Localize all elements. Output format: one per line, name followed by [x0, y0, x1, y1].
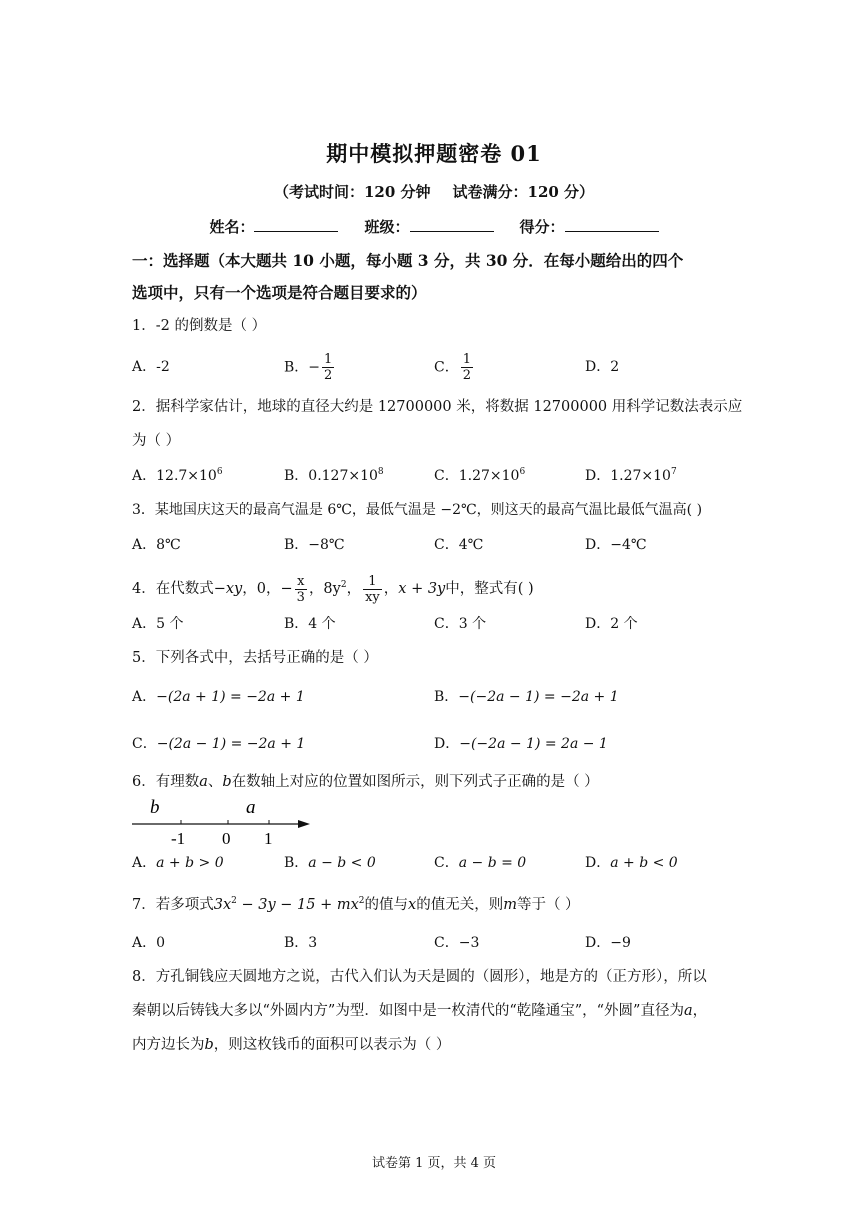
exponent: 2	[231, 896, 237, 906]
q3-option-d[interactable]: D．−4℃	[585, 537, 647, 553]
exponent: 8	[377, 467, 384, 477]
class-blank[interactable]	[410, 215, 494, 232]
q4-option-b[interactable]: B．4 个	[284, 616, 336, 632]
question-2-stem	[132, 390, 744, 458]
base: 1.27×10	[610, 468, 671, 484]
separator: ，	[346, 581, 362, 597]
variable: a	[683, 1003, 693, 1019]
denominator: 2	[324, 368, 333, 383]
q2-option-c[interactable]	[434, 465, 525, 485]
option-label: A．	[132, 855, 157, 871]
stem-text: ，	[692, 1003, 708, 1019]
exponent: 2	[340, 580, 347, 590]
stem-text: 内方边长为	[132, 1037, 205, 1053]
math-expr: −(−2a − 1) = 2a − 1	[459, 736, 608, 752]
fraction	[295, 574, 307, 605]
numerator: 1	[324, 352, 333, 367]
q7-option-c[interactable]: C．−3	[434, 935, 480, 951]
base: 12.7×10	[156, 468, 217, 484]
tick-label-1: 1	[264, 829, 273, 848]
math-expr: ，8y	[308, 581, 341, 597]
q4-option-c[interactable]: C．3 个	[434, 616, 487, 632]
q5-option-b[interactable]	[434, 686, 619, 706]
stem-text: 的值与	[364, 897, 409, 913]
question-6-options	[132, 852, 744, 876]
q1-option-c[interactable]	[434, 352, 475, 383]
q7-option-d[interactable]: D．−9	[585, 935, 631, 951]
math-expr: −xy	[213, 581, 243, 597]
minus-sign: −	[308, 359, 321, 376]
math-expr: a + b < 0	[610, 855, 678, 871]
question-1-options	[132, 352, 744, 383]
base: 1.27×10	[458, 468, 520, 484]
q1-option-a[interactable]: A．-2	[132, 359, 170, 375]
separator: ，	[383, 581, 399, 597]
q2-option-d[interactable]	[585, 465, 677, 485]
denominator: 2	[462, 368, 471, 383]
option-label: D．	[585, 855, 611, 871]
math-expr: a − b < 0	[308, 855, 376, 871]
question-2-line1: 2．据科学家估计，地球的直径大约是 12700000 米，将数据 12700000 用科学记数法表示应	[132, 399, 743, 415]
variable: a	[199, 774, 208, 790]
q3-option-a[interactable]: A．8℃	[132, 537, 181, 553]
q6-option-b[interactable]	[284, 852, 376, 872]
question-3-stem: 3．某地国庆这天的最高气温是 6℃，最低气温是 −2℃，则这天的最高气温比最低气温高( )	[132, 502, 703, 518]
q7-option-b[interactable]: B．3	[284, 935, 318, 951]
option-label: C．	[434, 855, 459, 871]
class-label: 班级：	[364, 218, 410, 236]
stem-text: 秦朝以后铸钱大多以“外圆内方”为型．如图中是一枚清代的“乾隆通宝”，“外圆”直径为	[132, 1003, 684, 1019]
q3-option-b[interactable]: B．−8℃	[284, 537, 345, 553]
question-7-stem	[132, 884, 744, 922]
denominator: 3	[296, 589, 305, 605]
q6-option-a[interactable]	[132, 852, 224, 872]
math-expr: a − b = 0	[458, 855, 527, 871]
point-a-label: a	[246, 797, 256, 818]
question-4-options	[132, 613, 744, 637]
q5-option-d[interactable]	[434, 733, 608, 753]
number-line-figure	[132, 793, 322, 849]
exponent: 6	[519, 467, 526, 477]
question-3-options	[132, 534, 744, 558]
math-expr: a + b > 0	[156, 855, 224, 871]
option-label: A．	[132, 689, 157, 705]
numerator: x	[295, 574, 307, 590]
question-2-line2: 为（ ）	[132, 433, 181, 449]
option-label: B．	[284, 359, 309, 376]
exponent: 7	[670, 467, 677, 477]
q1-option-d[interactable]: D．2	[585, 359, 620, 375]
score-blank[interactable]	[565, 215, 659, 232]
option-label: C．	[434, 359, 459, 376]
stem-text: ，则这枚钱币的面积可以表示为（ ）	[213, 1037, 451, 1053]
stem-text: 4．在代数式	[132, 581, 214, 597]
math-expr: x + 3y	[398, 581, 446, 597]
math-expr: 3x	[213, 897, 232, 913]
option-label: D．	[434, 736, 460, 752]
arrow-icon	[298, 820, 310, 828]
question-8-line2	[132, 994, 744, 1028]
question-8-line3	[132, 1028, 744, 1062]
numerator: 1	[462, 352, 471, 367]
stem-text: 、	[207, 774, 223, 790]
numerator: 1	[363, 574, 382, 590]
student-info-line	[0, 215, 868, 237]
question-5-stem: 5．下列各式中，去括号正确的是（ ）	[132, 650, 378, 666]
question-4-stem	[132, 566, 744, 608]
denominator: xy	[365, 589, 380, 605]
q2-option-a[interactable]	[132, 465, 223, 485]
option-label: B．	[284, 855, 309, 871]
variable: b	[222, 774, 232, 790]
q2-option-b[interactable]	[284, 465, 384, 485]
q7-option-a[interactable]: A．0	[132, 935, 166, 951]
stem-text: 7．若多项式	[132, 897, 214, 913]
fraction	[461, 352, 473, 383]
q1-option-b[interactable]	[284, 352, 336, 383]
option-label: B．	[284, 468, 309, 484]
option-label: C．	[132, 736, 157, 752]
name-label: 姓名：	[209, 218, 255, 236]
q6-option-c[interactable]	[434, 852, 526, 872]
question-5-options-row2	[132, 733, 744, 757]
stem-text: 6．有理数	[132, 774, 200, 790]
fraction	[363, 574, 382, 605]
name-blank[interactable]	[254, 215, 338, 232]
stem-text: 中，整式有( )	[445, 581, 534, 597]
question-8-line1: 8．方孔铜钱应天圆地方之说，古代入们认为天是圆的（圆形），地是方的（正方形），所以	[132, 969, 707, 985]
q5-option-c[interactable]	[132, 733, 305, 753]
variable: b	[204, 1037, 214, 1053]
exponent: 6	[216, 467, 223, 477]
option-label: D．	[585, 468, 611, 484]
exam-subtitle	[0, 181, 868, 202]
math-expr: −(2a − 1) = −2a + 1	[156, 736, 306, 752]
variable: x	[408, 897, 417, 913]
minus-sign: −	[280, 581, 293, 597]
exponent: 2	[358, 896, 365, 906]
page-title: 期中模拟押题密卷 01	[326, 141, 542, 166]
variable: m	[503, 897, 517, 913]
section-heading-line1: 一：选择题（本大题共 10 小题，每小题 3 分，共 30 分．在每小题给出的四个	[132, 251, 684, 270]
section-heading-line2: 选项中，只有一个选项是符合题目要求的）	[132, 283, 427, 302]
math-expr: −(2a + 1) = −2a + 1	[156, 689, 305, 705]
option-label: A．	[132, 468, 157, 484]
separator: ，0，	[242, 581, 281, 597]
stem-text: 的值无关，则	[416, 897, 504, 913]
score-label: 得分：	[519, 218, 565, 236]
q4-option-d[interactable]: D．2 个	[585, 616, 638, 632]
tick-label-0: 0	[222, 829, 231, 848]
base: 0.127×10	[308, 468, 378, 484]
question-7-options	[132, 932, 744, 956]
q3-option-c[interactable]: C．4℃	[434, 537, 484, 553]
q5-option-a[interactable]	[132, 686, 305, 706]
question-8-stem	[132, 960, 744, 1062]
exam-time: （考试时间：120 分钟	[273, 183, 431, 201]
question-2-options	[132, 465, 744, 489]
stem-text: 在数轴上对应的位置如图所示，则下列式子正确的是（ ）	[231, 774, 599, 790]
question-1-stem: 1．-2 的倒数是（ ）	[132, 318, 267, 334]
option-label: C．	[434, 468, 459, 484]
page-footer: 试卷第 1 页，共 4 页	[371, 1156, 497, 1171]
stem-text: 等于（ ）	[516, 897, 580, 913]
q4-option-a[interactable]: A．5 个	[132, 616, 184, 632]
question-5-options-row1	[132, 686, 744, 710]
math-expr: − 3y − 15 + mx	[236, 897, 359, 913]
section-heading	[132, 245, 742, 309]
point-b-label: b	[150, 797, 160, 818]
fraction	[322, 352, 334, 383]
full-score: 试卷满分：120 分）	[452, 183, 595, 201]
tick-label-minus-1: -1	[171, 829, 186, 848]
option-label: B．	[434, 689, 459, 705]
q6-option-d[interactable]	[585, 852, 678, 872]
math-expr: −(−2a − 1) = −2a + 1	[458, 689, 619, 705]
